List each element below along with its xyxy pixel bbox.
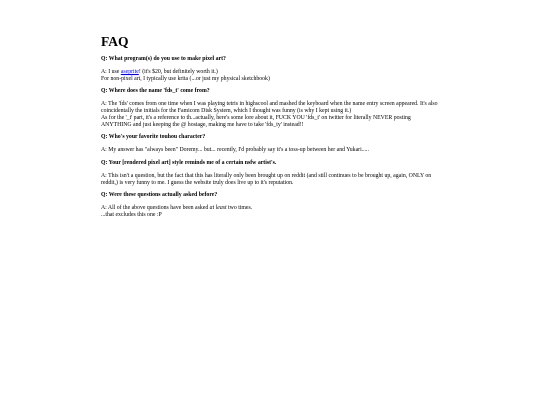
page-title: FAQ: [101, 34, 129, 49]
faq-question: Q: What program(s) do you use to make pixel art?: [101, 56, 226, 62]
faq-answer: [101, 205, 439, 218]
faq-item-touhou: [101, 134, 439, 154]
faq-item-program: [101, 56, 439, 82]
faq-question: Q: Who's your favorite touhou character?: [101, 134, 206, 141]
answer-paragraph: A: The 'fds' comes from one time when I was playing tetris in highscool and mashed the keyboard when the name entry screen appeared. It's also coincidentally the initials for the Famicom Disk System, which I thought was funny (is why I kept using it.): [101, 101, 438, 115]
answer-paragraph: A: My answer has "always been" Doremy... but... recently, I'd probably say it's a toss-up between her and Yukari.....: [101, 147, 369, 154]
answer-text: two times.: [226, 205, 253, 212]
answer-line: For non-pixel art, I typically use krita (...or just my physical sketchbook): [101, 75, 270, 82]
answer-paragraph: As for the '_t' part, it's a reference to th...actually, here's some lore about it, FUCK YOU 'fds_t' on twitter for literally NEVER posting ANYTHING and just keeping the @ hostage, making me have to take 'fds_ty' instead!!: [101, 114, 411, 128]
answer-text: A: I use: [101, 69, 121, 75]
faq-answer: [101, 69, 439, 82]
answer-text: A: All of the above questions have been asked: [101, 205, 210, 212]
faq-item-name: [101, 88, 439, 128]
answer-text: ! (it's $20, but definitely worth it.): [138, 69, 218, 75]
faq-item-asked: [101, 192, 439, 218]
aseprite-link[interactable]: aseprite: [120, 69, 139, 75]
answer-line: [101, 205, 439, 212]
answer-paragraph: A: This isn't a question, but the fact that this has literally only been brought up on reddit (and still continues to be brought up, again, ONLY on reddit,) is very funny to me. I guess the website truly does live up to it's reputation.: [101, 172, 432, 186]
faq-item-style: [101, 160, 439, 186]
faq-question: Q: Where does the name 'fds_t' come from?: [101, 88, 210, 95]
answer-line: ...that excludes this one :P: [101, 212, 162, 219]
answer-line: [101, 69, 439, 76]
faq-page: [101, 34, 439, 225]
faq-answer: [101, 101, 439, 128]
faq-answer: [101, 173, 439, 186]
answer-emphasis: at least: [209, 205, 227, 212]
faq-answer: [101, 147, 439, 154]
faq-question: Q: Your [rendered pixel art] style reminds me of a certain nsfw artist's.: [101, 159, 277, 166]
faq-question: Q: Were these questions actually asked before?: [101, 192, 218, 199]
